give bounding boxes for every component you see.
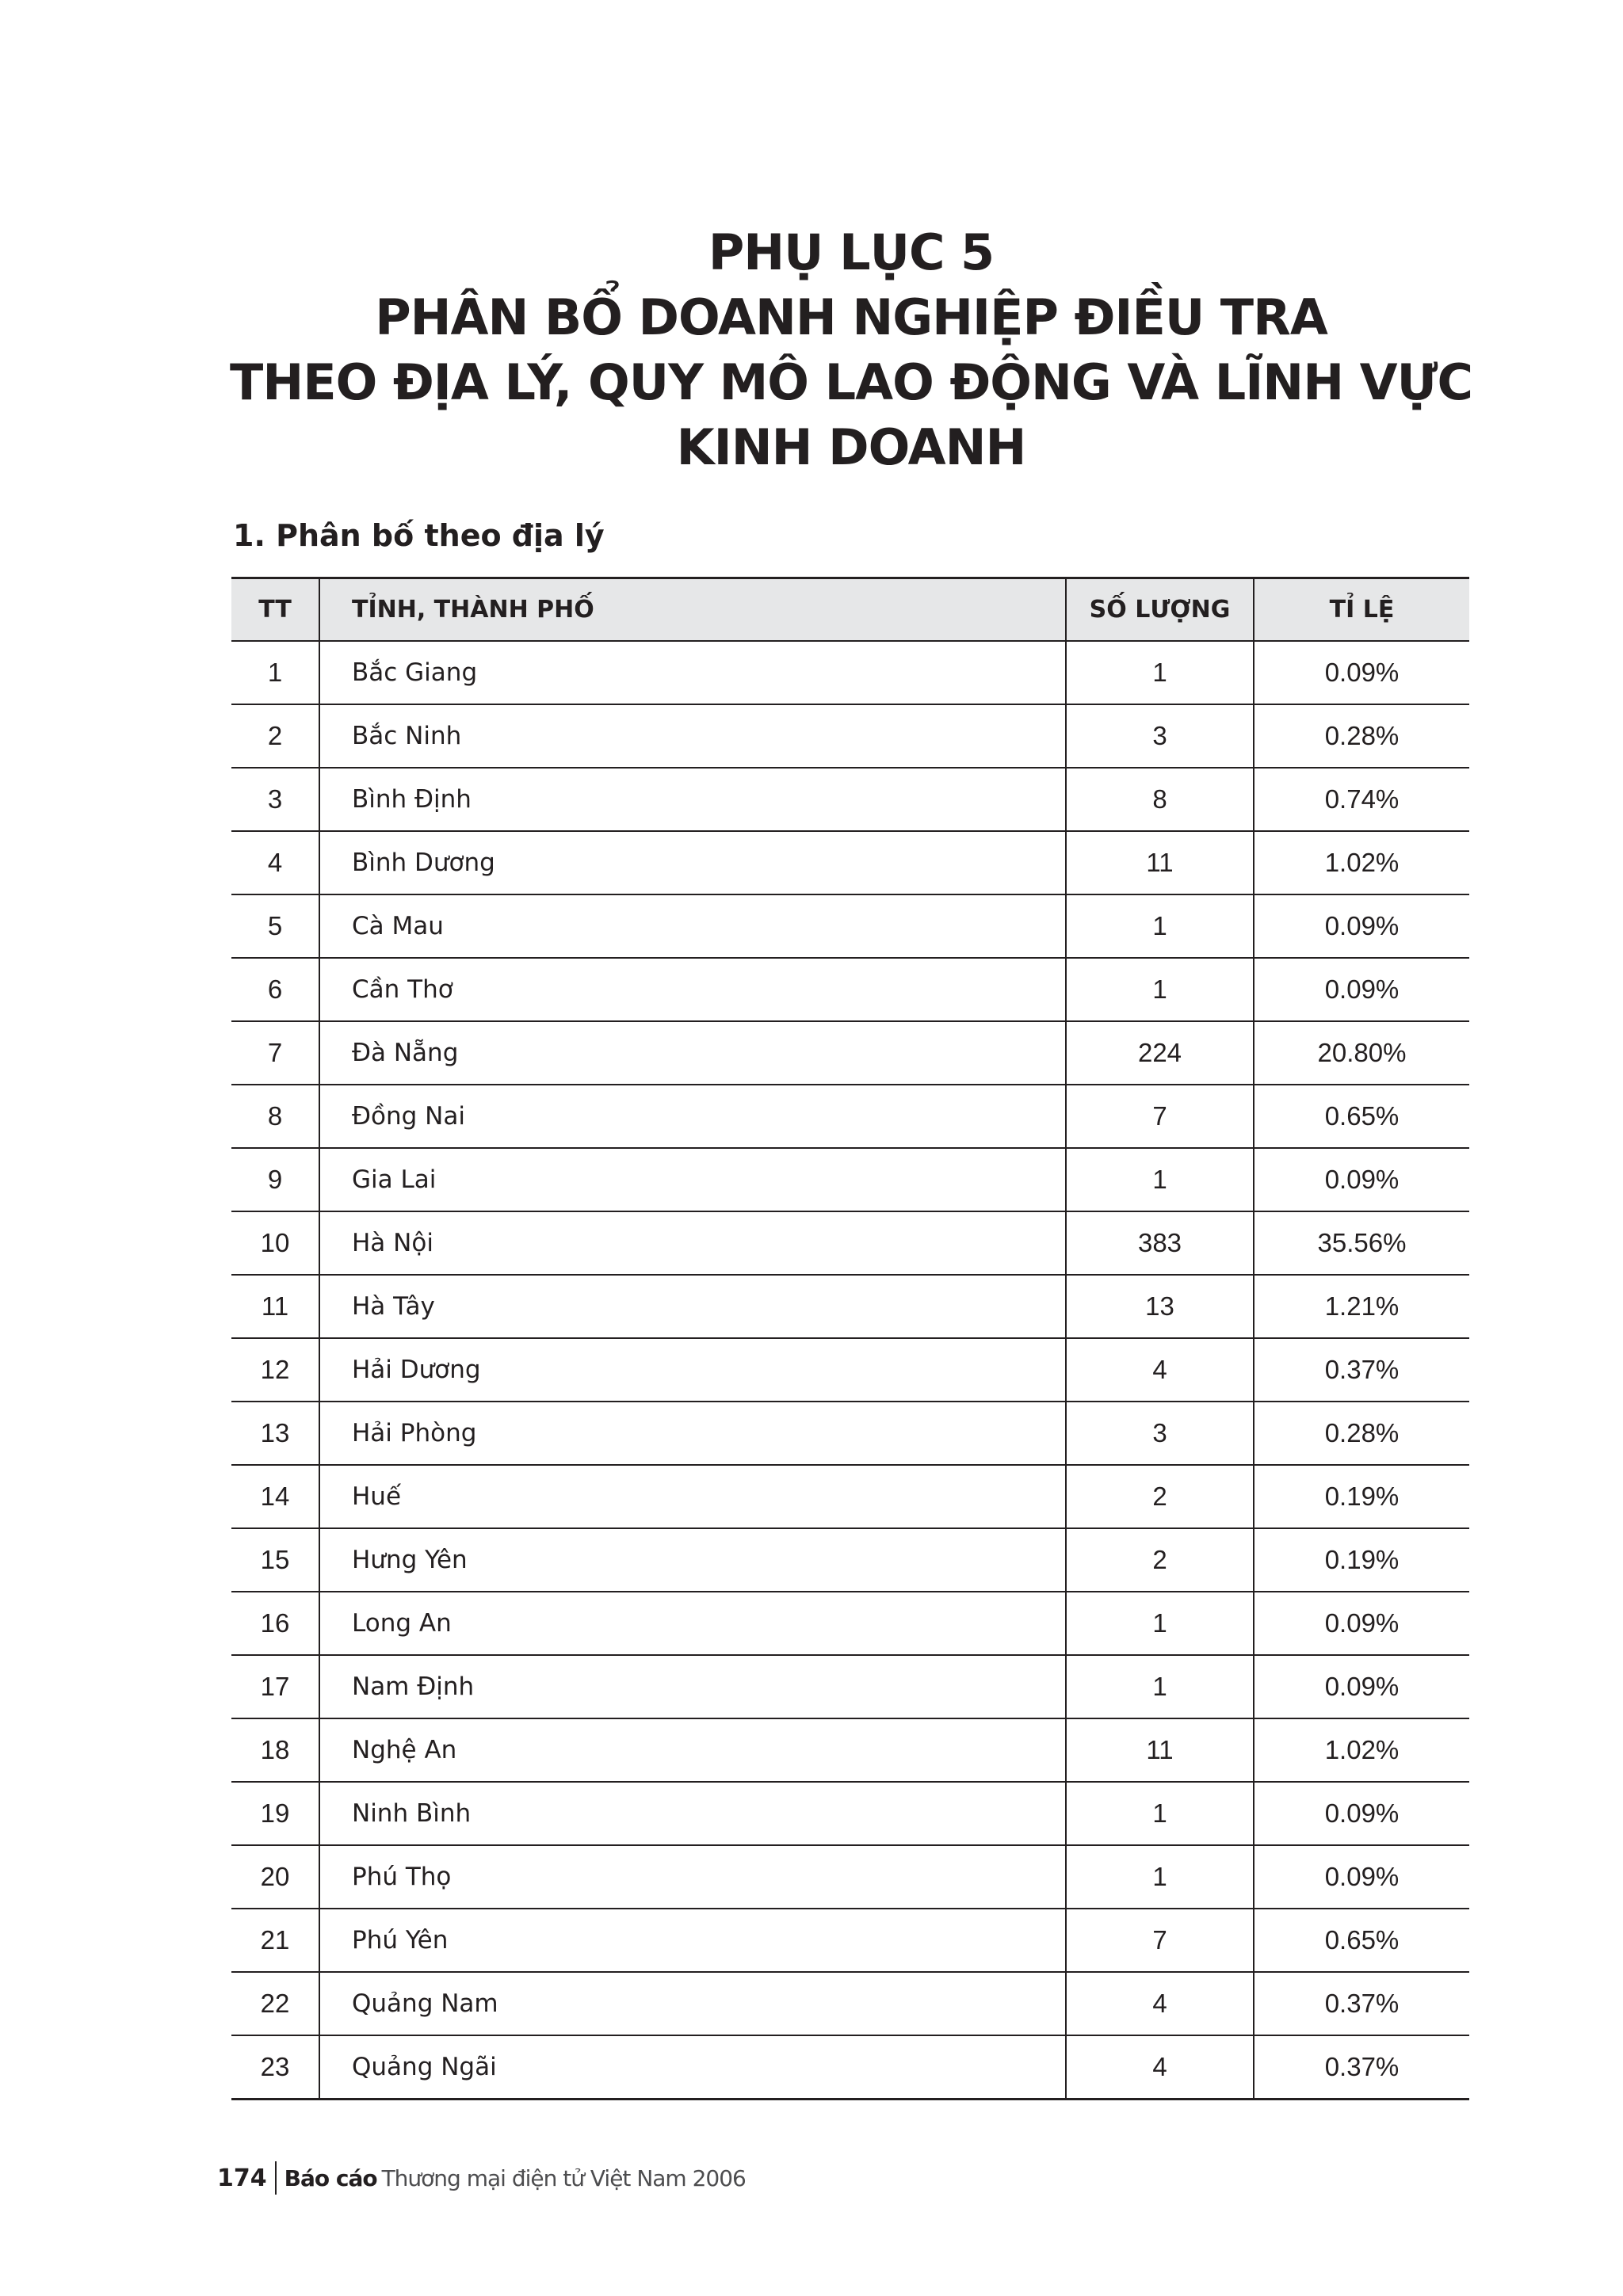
table-row: [231, 1402, 1469, 1465]
table-row: [231, 958, 1469, 1021]
cell-province: Bắc Giang: [319, 641, 1066, 704]
cell-tt: 15: [231, 1528, 319, 1592]
cell-rate: 0.09%: [1254, 894, 1469, 958]
distribution-table: [231, 577, 1469, 2100]
cell-rate: 0.28%: [1254, 704, 1469, 768]
cell-province: Đà Nẵng: [319, 1021, 1066, 1085]
cell-province: Huế: [319, 1465, 1066, 1528]
table-row: [231, 1782, 1469, 1845]
footer-divider: [275, 2161, 277, 2195]
cell-tt: 7: [231, 1021, 319, 1085]
cell-province: Cà Mau: [319, 894, 1066, 958]
cell-tt: 1: [231, 641, 319, 704]
table-body: [231, 641, 1469, 2100]
cell-rate: 0.74%: [1254, 768, 1469, 831]
title-line-1: PHỤ LỤC 5: [708, 223, 995, 281]
table-row: [231, 894, 1469, 958]
cell-tt: 20: [231, 1845, 319, 1909]
table-row: [231, 1592, 1469, 1655]
cell-rate: 0.09%: [1254, 1782, 1469, 1845]
cell-quantity: 1: [1066, 1782, 1254, 1845]
cell-tt: 4: [231, 831, 319, 894]
cell-province: Phú Yên: [319, 1909, 1066, 1972]
cell-tt: 11: [231, 1275, 319, 1338]
table-row: [231, 1338, 1469, 1402]
cell-tt: 14: [231, 1465, 319, 1528]
title-line-3: THEO ĐỊA LÝ, QUY MÔ LAO ĐỘNG VÀ LĨNH VỰC: [230, 353, 1472, 411]
cell-rate: 1.21%: [1254, 1275, 1469, 1338]
cell-tt: 18: [231, 1718, 319, 1782]
table-row: [231, 1021, 1469, 1085]
report-title-rest: Thương mại điện tử Việt Nam 2006: [381, 2164, 746, 2191]
cell-rate: 0.65%: [1254, 1085, 1469, 1148]
cell-province: Hải Phòng: [319, 1402, 1066, 1465]
cell-rate: 20.80%: [1254, 1021, 1469, 1085]
page-number: 174: [217, 2164, 267, 2192]
cell-province: Bình Dương: [319, 831, 1066, 894]
table-row: [231, 1275, 1469, 1338]
header-province: TỈNH, THÀNH PHỐ: [319, 578, 1066, 642]
cell-rate: 0.09%: [1254, 1592, 1469, 1655]
cell-quantity: 4: [1066, 1972, 1254, 2035]
cell-quantity: 7: [1066, 1085, 1254, 1148]
report-title-bold: Báo cáo: [284, 2164, 377, 2191]
distribution-table-wrapper: [231, 577, 1469, 2100]
cell-quantity: 3: [1066, 1402, 1254, 1465]
cell-rate: 0.09%: [1254, 958, 1469, 1021]
cell-rate: 0.19%: [1254, 1465, 1469, 1528]
cell-quantity: 7: [1066, 1909, 1254, 1972]
cell-quantity: 2: [1066, 1465, 1254, 1528]
cell-quantity: 3: [1066, 704, 1254, 768]
cell-rate: 0.19%: [1254, 1528, 1469, 1592]
cell-quantity: 1: [1066, 1845, 1254, 1909]
cell-quantity: 2: [1066, 1528, 1254, 1592]
table-row: [231, 768, 1469, 831]
title-line-2: PHÂN BỔ DOANH NGHIỆP ĐIỀU TRA: [375, 288, 1327, 346]
cell-province: Đồng Nai: [319, 1085, 1066, 1148]
cell-quantity: 11: [1066, 831, 1254, 894]
page-footer: [217, 2158, 746, 2198]
cell-province: Hà Tây: [319, 1275, 1066, 1338]
cell-quantity: 13: [1066, 1275, 1254, 1338]
table-row: [231, 1465, 1469, 1528]
table-row: [231, 1528, 1469, 1592]
cell-quantity: 1: [1066, 958, 1254, 1021]
cell-tt: 8: [231, 1085, 319, 1148]
table-row: [231, 1718, 1469, 1782]
cell-province: Hải Dương: [319, 1338, 1066, 1402]
page-title: [0, 220, 1623, 480]
cell-province: Ninh Bình: [319, 1782, 1066, 1845]
table-row: [231, 1655, 1469, 1718]
table-row: [231, 831, 1469, 894]
cell-tt: 21: [231, 1909, 319, 1972]
cell-rate: 0.65%: [1254, 1909, 1469, 1972]
cell-province: Quảng Nam: [319, 1972, 1066, 2035]
cell-province: Nghệ An: [319, 1718, 1066, 1782]
table-row: [231, 1148, 1469, 1211]
cell-tt: 6: [231, 958, 319, 1021]
table-row: [231, 1211, 1469, 1275]
table-header: [231, 578, 1469, 642]
cell-quantity: 383: [1066, 1211, 1254, 1275]
header-rate: TỈ LỆ: [1254, 578, 1469, 642]
cell-province: Long An: [319, 1592, 1066, 1655]
section-heading: 1. Phân bố theo địa lý: [233, 518, 605, 553]
cell-tt: 22: [231, 1972, 319, 2035]
cell-tt: 19: [231, 1782, 319, 1845]
cell-tt: 16: [231, 1592, 319, 1655]
cell-tt: 23: [231, 2035, 319, 2100]
cell-rate: 0.28%: [1254, 1402, 1469, 1465]
cell-quantity: 4: [1066, 1338, 1254, 1402]
header-tt: TT: [231, 578, 319, 642]
cell-province: Quảng Ngãi: [319, 2035, 1066, 2100]
cell-rate: 0.09%: [1254, 1655, 1469, 1718]
title-line-4: KINH DOANH: [676, 418, 1026, 476]
header-quantity: SỐ LƯỢNG: [1066, 578, 1254, 642]
cell-quantity: 8: [1066, 768, 1254, 831]
table-row: [231, 1845, 1469, 1909]
cell-rate: 0.37%: [1254, 1338, 1469, 1402]
cell-rate: 0.37%: [1254, 2035, 1469, 2100]
cell-rate: 0.09%: [1254, 1845, 1469, 1909]
cell-province: Bắc Ninh: [319, 704, 1066, 768]
table-row: [231, 641, 1469, 704]
cell-quantity: 1: [1066, 1592, 1254, 1655]
cell-province: Phú Thọ: [319, 1845, 1066, 1909]
cell-rate: 1.02%: [1254, 831, 1469, 894]
table-header-row: [231, 578, 1469, 642]
cell-rate: 35.56%: [1254, 1211, 1469, 1275]
cell-quantity: 224: [1066, 1021, 1254, 1085]
table-row: [231, 1972, 1469, 2035]
cell-quantity: 1: [1066, 1148, 1254, 1211]
cell-tt: 12: [231, 1338, 319, 1402]
cell-tt: 2: [231, 704, 319, 768]
cell-tt: 17: [231, 1655, 319, 1718]
cell-quantity: 11: [1066, 1718, 1254, 1782]
cell-quantity: 4: [1066, 2035, 1254, 2100]
cell-province: Bình Định: [319, 768, 1066, 831]
cell-province: Hà Nội: [319, 1211, 1066, 1275]
cell-quantity: 1: [1066, 1655, 1254, 1718]
cell-tt: 3: [231, 768, 319, 831]
cell-rate: 0.09%: [1254, 641, 1469, 704]
cell-tt: 5: [231, 894, 319, 958]
table-row: [231, 704, 1469, 768]
table-row: [231, 1909, 1469, 1972]
table-row: [231, 2035, 1469, 2100]
cell-rate: 1.02%: [1254, 1718, 1469, 1782]
cell-quantity: 1: [1066, 641, 1254, 704]
cell-province: Gia Lai: [319, 1148, 1066, 1211]
cell-tt: 13: [231, 1402, 319, 1465]
cell-province: Nam Định: [319, 1655, 1066, 1718]
cell-tt: 9: [231, 1148, 319, 1211]
cell-province: Hưng Yên: [319, 1528, 1066, 1592]
cell-tt: 10: [231, 1211, 319, 1275]
cell-rate: 0.09%: [1254, 1148, 1469, 1211]
table-row: [231, 1085, 1469, 1148]
cell-province: Cần Thơ: [319, 958, 1066, 1021]
cell-rate: 0.37%: [1254, 1972, 1469, 2035]
cell-quantity: 1: [1066, 894, 1254, 958]
